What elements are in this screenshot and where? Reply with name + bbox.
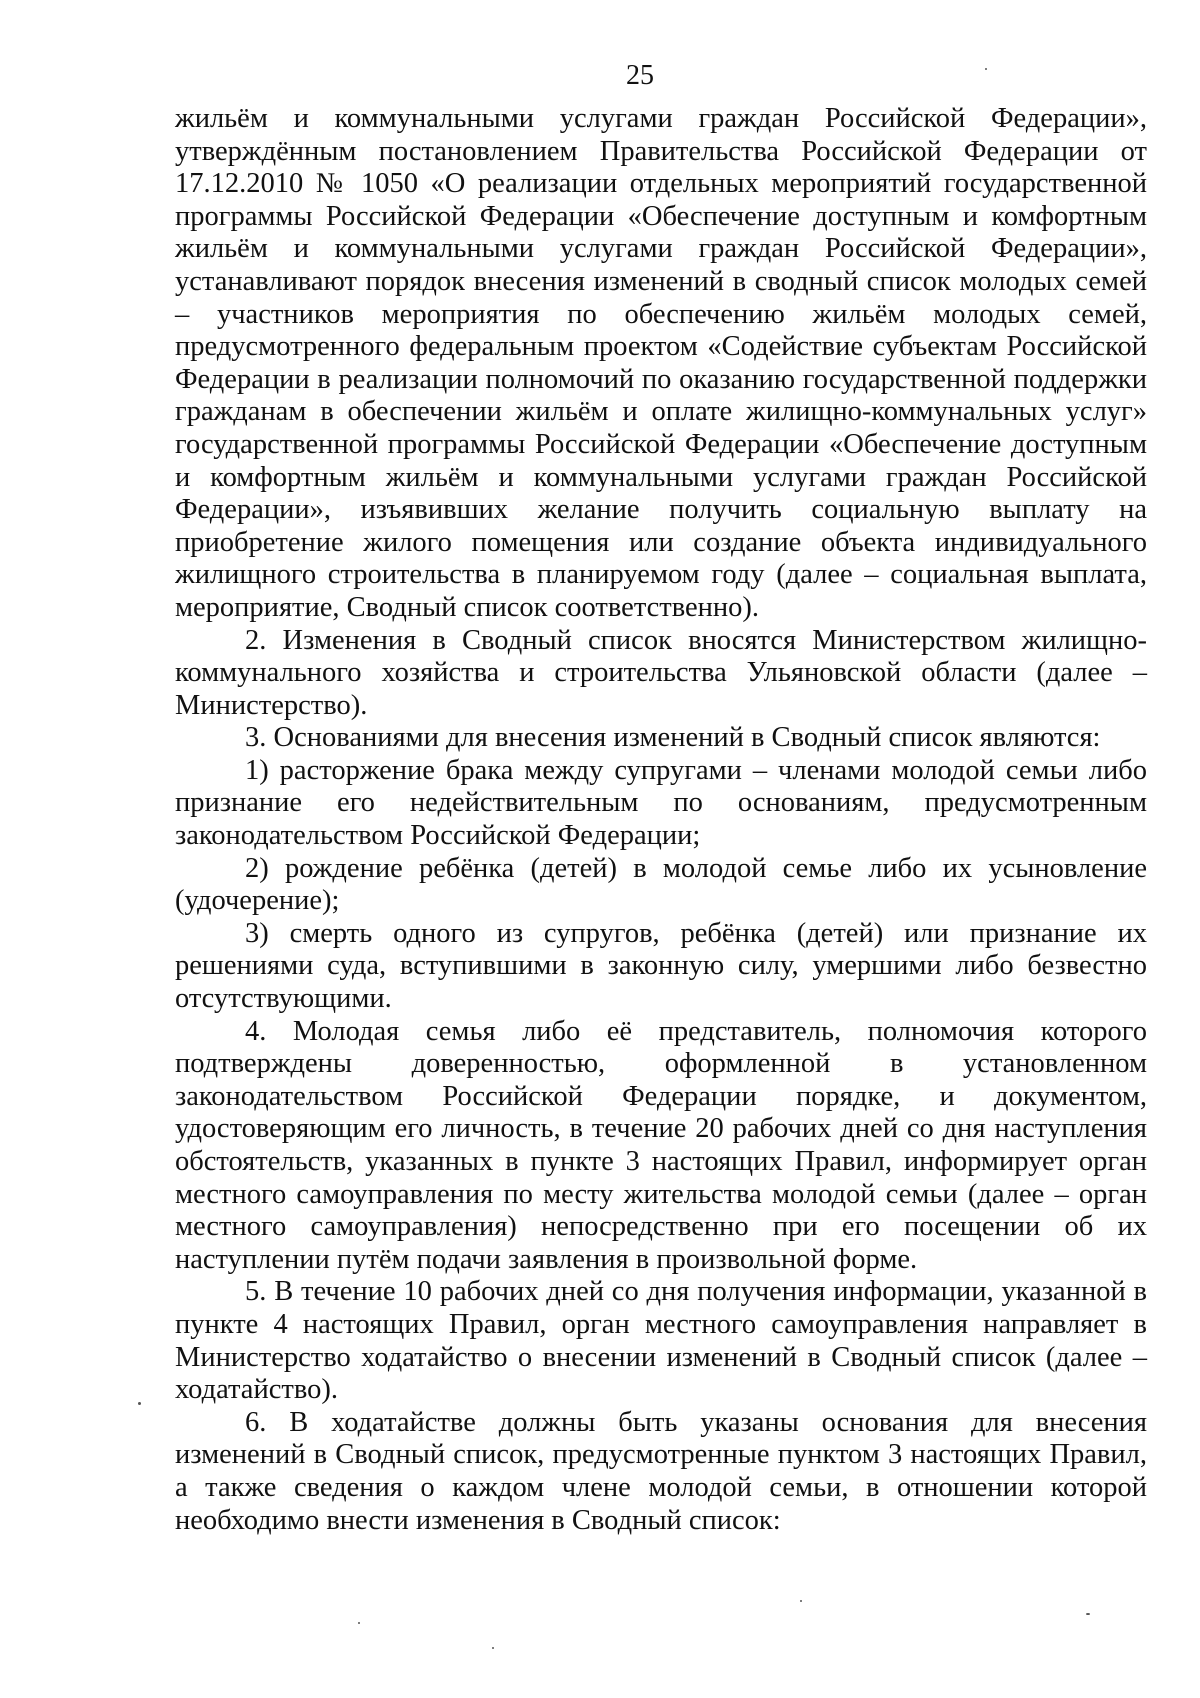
subitem-3: 3) смерть одного из супругов, ребёнка (детей) или признание их решениями суда, вступившими в законную силу, умершими либо безвестно отсутствующими. — [175, 917, 1147, 1015]
paragraph-item-5: 5. В течение 10 рабочих дней со дня получения информации, указанной в пункте 4 настоящих Правил, орган местного самоуправления направляет в Министерство ходатайство о внесении изменений в Сводный список (далее – ходатайство). — [175, 1276, 1147, 1406]
scan-speck — [492, 1647, 494, 1649]
paragraph-item-4: 4. Молодая семья либо её представитель, полномочия которого подтверждены доверенностью, оформленной в установленном законодательством Российской Федерации порядке, и документом, удостоверяющим его личность, в течение 20 рабочих дней со дня наступления обстоятельств, указанных в пункте 3 настоящих Правил, информирует орган местного самоуправления по месту жительства молодой семьи (далее – орган местного самоуправления) непосредственно при его посещении об их наступлении путём подачи заявления в произвольной форме. — [175, 1015, 1147, 1275]
scan-speck — [138, 1402, 141, 1405]
paragraph-item-6: 6. В ходатайстве должны быть указаны основания для внесения изменений в Сводный список, предусмотренные пунктом 3 настоящих Правил, а также сведения о каждом члене молодой семьи, в отношении которой необходимо внести изменения в Сводный список: — [175, 1406, 1147, 1536]
paragraph-continuation: жильём и коммунальными услугами граждан Российской Федерации», утверждённым постановлением Правительства Российской Федерации от 17.12.2010 № 1050 «О реализации отдельных мероприятий государственной программы Российской Федерации «Обеспечение доступным и комфортным жильём и коммунальными услугами граждан Российской Федерации», устанавливают порядок внесения изменений в сводный список молодых семей – участников мероприятия по обеспечению жильём молодых семей, предусмотренного федеральным проектом «Содействие субъектам Российской Федерации в реализации полномочий по оказанию государственной поддержки гражданам в обеспечении жильём и оплате жилищно-коммунальных услуг» государственной программы Российской Федерации «Обеспечение доступным и комфортным жильём и коммунальными услугами граждан Российской Федерации», изъявивших желание получить социальную выплату на приобретение жилого помещения или создание объекта индивидуального жилищного строительства в планируемом году (далее – социальная выплата, мероприятие, Сводный список соответственно). — [175, 103, 1147, 623]
scan-speck — [1086, 1613, 1090, 1615]
subitem-1: 1) расторжение брака между супругами – членами молодой семьи либо признание его недействительным по основаниям, предусмотренным законодательством Российской Федерации; — [175, 754, 1147, 852]
subitem-2: 2) рождение ребёнка (детей) в молодой семье либо их усыновление (удочерение); — [175, 852, 1147, 917]
page-number: 25 — [626, 60, 654, 91]
document-body — [175, 103, 1147, 1537]
scan-speck — [985, 68, 987, 70]
paragraph-item-2: 2. Изменения в Сводный список вносятся Министерством жилищно-коммунального хозяйства и строительства Ульяновской области (далее – Министерство). — [175, 624, 1147, 721]
scan-speck — [800, 1600, 802, 1602]
paragraph-item-3: 3. Основаниями для внесения изменений в Сводный список являются: — [245, 722, 1101, 754]
scan-speck — [358, 1622, 360, 1624]
